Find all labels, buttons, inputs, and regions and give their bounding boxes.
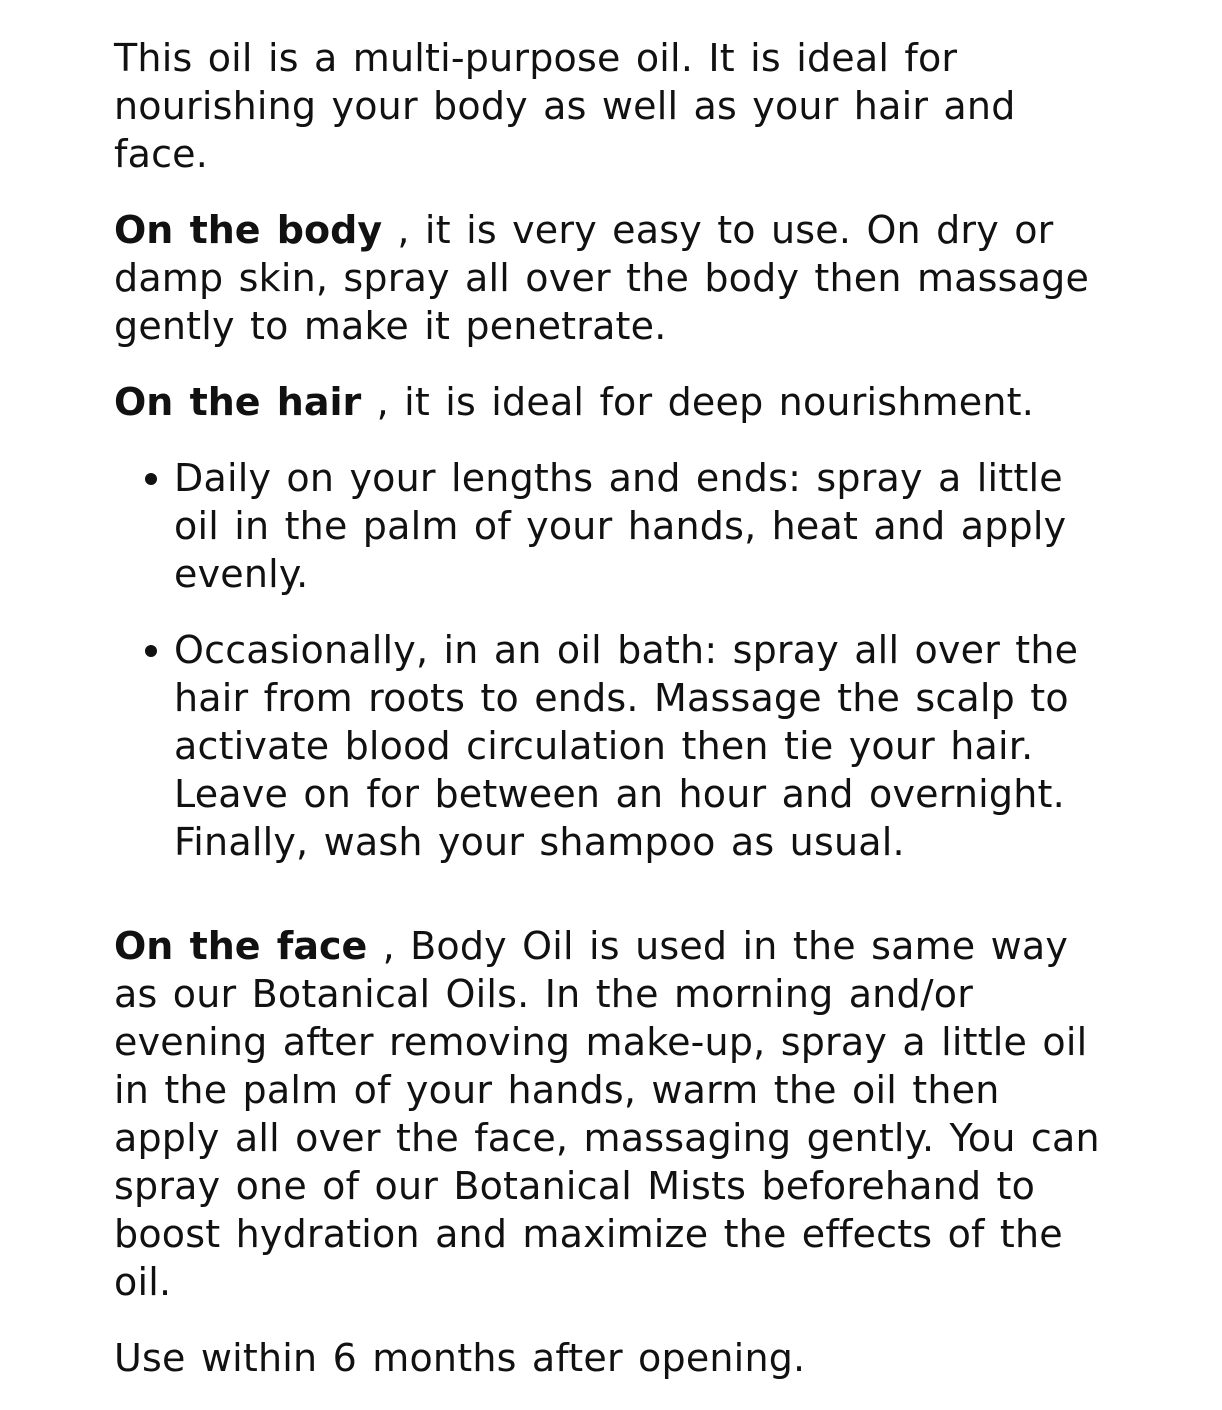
body-text: , it is very easy to use. On dry or damp skin, spray all over the body then massage gently to make it penetrate.	[114, 208, 1090, 348]
hair-heading: On the hair	[114, 380, 362, 424]
body-paragraph	[114, 206, 1114, 350]
usage-instructions	[114, 34, 1114, 1410]
face-paragraph	[114, 922, 1114, 1306]
body-heading: On the body	[114, 208, 383, 252]
shelf-life-paragraph: Use within 6 months after opening.	[114, 1336, 806, 1380]
list-item-daily: Daily on your lengths and ends: spray a little oil in the palm of your hands, heat and apply evenly.	[174, 454, 1114, 598]
hair-text: , it is ideal for deep nourishment.	[376, 380, 1035, 424]
face-heading: On the face	[114, 924, 368, 968]
hair-usage-list	[114, 454, 1114, 866]
list-item-oil-bath: Occasionally, in an oil bath: spray all over the hair from roots to ends. Massage the scalp to activate blood circulation then tie your hair. Leave on for between an hour and overnight. Finally, wash your shampoo as usual.	[174, 626, 1114, 866]
intro-paragraph: This oil is a multi-purpose oil. It is ideal for nourishing your body as well as your hair and face.	[114, 36, 1016, 176]
hair-paragraph	[114, 378, 1114, 426]
face-text: , Body Oil is used in the same way as our Botanical Oils. In the morning and/or evening after removing make-up, spray a little oil in the palm of your hands, warm the oil then apply all over the face, massaging gently. You can spray one of our Botanical Mists beforehand to boost hydration and maximize the effects of the oil.	[114, 924, 1100, 1304]
